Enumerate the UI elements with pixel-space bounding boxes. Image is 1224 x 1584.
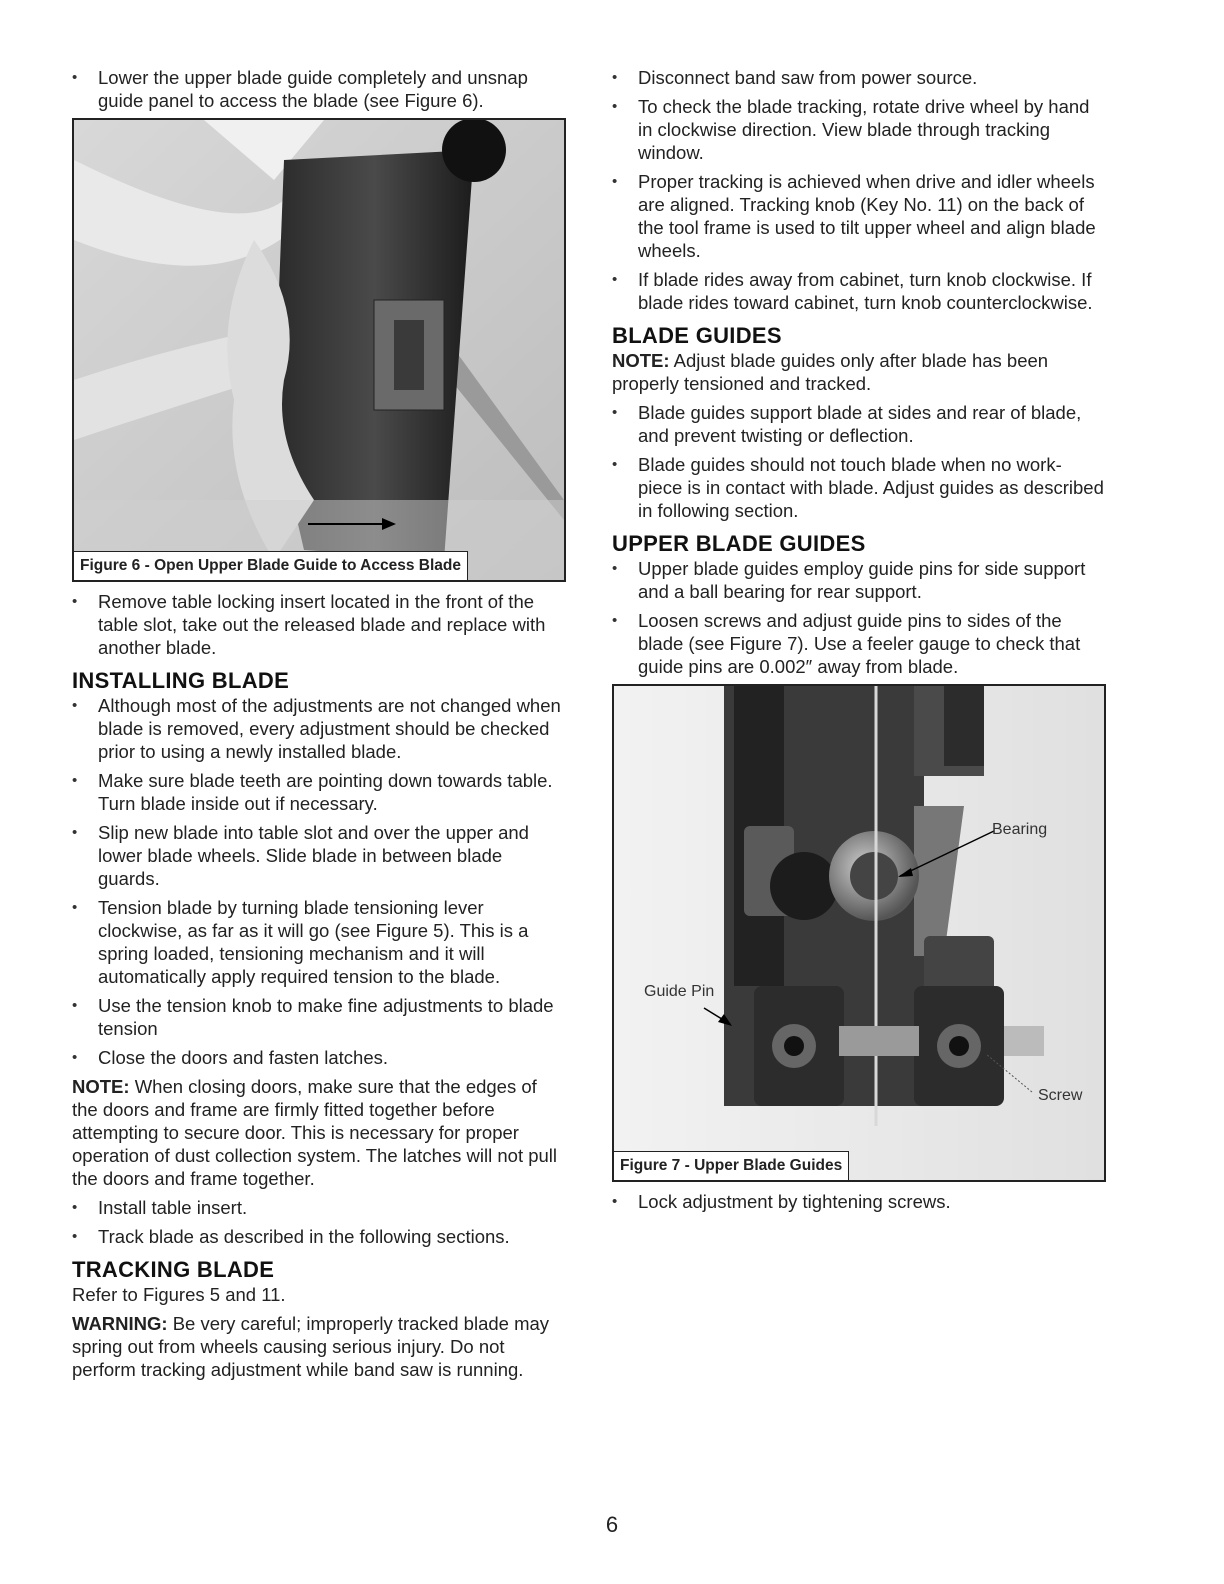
installing-note [72,1075,564,1190]
blade-guides-heading: BLADE GUIDES [612,323,782,348]
list-item: • Upper blade guides employ guide pins for side support and a ball bearing for rear support. [612,557,1104,603]
right-column [612,66,1104,1219]
list-item: • Although most of the adjustments are not changed when blade is removed, every adjustment should be checked prior to using a newly installed blade. [72,694,564,763]
page-number: 6 [605,1512,619,1537]
list-item: • Blade guides support blade at sides and rear of blade, and prevent twisting or deflection. [612,401,1104,447]
list-item: • Use the tension knob to make fine adjustments to blade tension [72,994,564,1040]
list-item: • Loosen screws and adjust guide pins to sides of the blade (see Figure 7). Use a feeler gauge to check that guide pins are 0.002″ away from blade. [612,609,1104,678]
list-item: • Track blade as described in the following sections. [72,1225,564,1248]
list-item: • Disconnect band saw from power source. [612,66,1104,89]
lock-list [612,1190,1104,1213]
blade-guides-note [612,349,1104,395]
list-item: • Remove table locking insert located in the front of the table slot, take out the released blade and replace with another blade. [72,590,564,659]
list-item: • Close the doors and fasten latches. [72,1046,564,1069]
guide-pin-label: Guide Pin [644,983,715,1000]
figure-6-caption: Figure 6 - Open Upper Blade Guide to Access Blade [74,551,468,580]
list-item: • Blade guides should not touch blade when no work-piece is in contact with blade. Adjust guides as described in following section. [612,453,1104,522]
list-item: • Lock adjustment by tightening screws. [612,1190,1104,1213]
screw-label: Screw [1038,1087,1083,1104]
list-item: • Install table insert. [72,1196,564,1219]
figure-7-caption: Figure 7 - Upper Blade Guides [614,1151,849,1180]
figure-7-photo [614,686,1104,1180]
note-label: NOTE: [612,350,670,371]
upper-guides-list [612,557,1104,678]
list-item: • To check the blade tracking, rotate drive wheel by hand in clockwise direction. View blade through tracking window. [612,95,1104,164]
upper-blade-guides-heading: UPPER BLADE GUIDES [612,531,866,556]
installing-list-2 [72,1196,564,1248]
note-text: When closing doors, make sure that the edges of the doors and frame are firmly fitted together before attempting to secure door. This is necessary for proper operation of dust collection system. The latches will not pull the doors and frame together. [72,1076,558,1189]
note-text: Adjust blade guides only after blade has been properly tensioned and tracked. [612,350,1049,394]
tracking-list [612,66,1104,314]
list-item: • Proper tracking is achieved when drive and idler wheels are aligned. Tracking knob (Key No. 11) on the back of the tool frame is used to tilt upper wheel and align blade wheels. [612,170,1104,262]
list-item: • If blade rides away from cabinet, turn knob clockwise. If blade rides toward cabinet, turn knob counterclockwise. [612,268,1104,314]
remove-list [72,590,564,659]
figure-7 [612,684,1106,1182]
figure-6-photo [74,120,564,580]
left-column [72,66,564,1387]
warning-label: WARNING: [72,1313,168,1334]
list-item: • Slip new blade into table slot and over the upper and lower blade wheels. Slide blade in between blade guards. [72,821,564,890]
note-label: NOTE: [72,1076,130,1097]
list-item: • Make sure blade teeth are pointing down towards table. Turn blade inside out if necessary. [72,769,564,815]
installing-list [72,694,564,1069]
tracking-blade-heading: TRACKING BLADE [72,1257,275,1282]
installing-blade-heading: INSTALLING BLADE [72,668,290,693]
tracking-warning [72,1312,564,1381]
list-item: • Tension blade by turning blade tensioning lever clockwise, as far as it will go (see Figure 5). This is a spring loaded, tensioning mechanism and it will automatically apply required tension to the blade. [72,896,564,988]
blade-guides-list [612,401,1104,522]
list-item: • Lower the upper blade guide completely and unsnap guide panel to access the blade (see Figure 6). [72,66,564,112]
figure-6 [72,118,566,582]
tracking-refer: Refer to Figures 5 and 11. [72,1284,286,1305]
warning-text: Be very careful; improperly tracked blade may spring out from wheels causing serious injury. Do not perform tracking adjustment while band saw is running. [72,1313,550,1380]
intro-list [72,66,564,112]
bearing-label: Bearing [992,821,1048,838]
